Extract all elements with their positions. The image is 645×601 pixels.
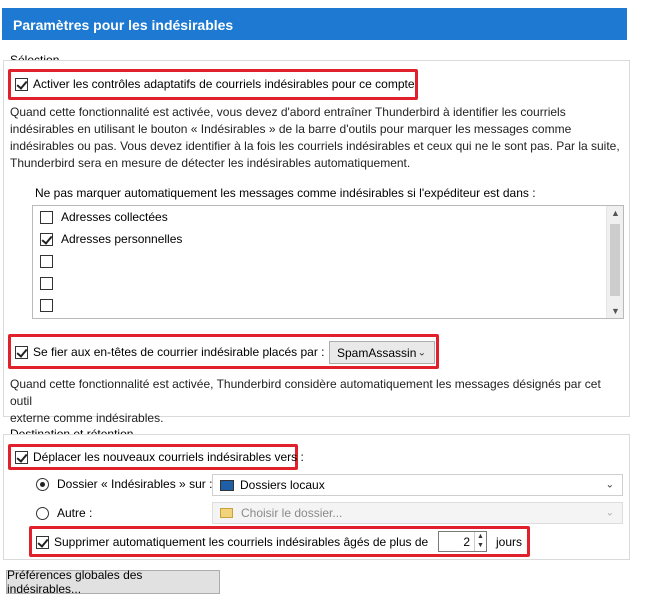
junk-folder-radio-label: Dossier « Indésirables » sur : [57, 477, 213, 491]
scrollbar-thumb[interactable] [610, 224, 620, 296]
whitelist-listbox[interactable] [32, 205, 624, 319]
delete-days-value[interactable]: 2 [463, 535, 470, 549]
list-item[interactable] [33, 206, 623, 228]
list-item-label: Adresses personnelles [61, 232, 183, 246]
other-folder-radio-row[interactable] [36, 506, 92, 520]
move-junk-label: Déplacer les nouveaux courriels indésirables vers : [33, 450, 304, 464]
trust-headers-row[interactable] [15, 345, 325, 359]
spinner-up-icon[interactable]: ▲ [477, 533, 484, 540]
adaptive-checkbox-row[interactable] [15, 77, 415, 91]
other-folder-radio-label: Autre : [57, 506, 93, 520]
trust-headers-checkbox[interactable] [15, 346, 28, 359]
description-line: indésirables ou pas. Vous devez identifier à la fois les courriels indésirables et ceux qui ne le sont pas. Par la suite, [10, 139, 620, 153]
description-line: externe comme indésirables. [10, 411, 164, 425]
chevron-down-icon: ⌄ [417, 347, 426, 358]
chevron-down-icon: ⌄ [605, 479, 614, 491]
panel-title: Paramètres pour les indésirables [2, 8, 627, 40]
auto-delete-label: Supprimer automatiquement les courriels indésirables âgés de plus de [54, 535, 429, 549]
delete-days-spinner[interactable] [438, 531, 487, 552]
adaptive-description [10, 104, 625, 172]
description-line: Quand cette fonctionnalité est activée, Thunderbird considère automatiquement les messages désignés par cet outil [10, 377, 601, 408]
description-line: Thunderbird sera en mesure de détecter les indésirables automatiquement. [10, 156, 411, 170]
auto-delete-row[interactable] [36, 535, 428, 549]
trust-headers-label: Se fier aux en-têtes de courrier indésirable placés par : [33, 345, 325, 359]
spam-filter-dropdown[interactable] [329, 341, 435, 364]
move-junk-checkbox[interactable] [15, 451, 28, 464]
computer-folder-icon [220, 480, 234, 491]
move-junk-row[interactable] [15, 450, 304, 464]
list-item[interactable] [33, 294, 623, 316]
other-folder-radio[interactable] [36, 507, 49, 520]
other-folder-placeholder: Choisir le dossier... [241, 506, 343, 520]
spinner-down-icon[interactable]: ▼ [477, 542, 484, 549]
list-item-checkbox[interactable] [40, 277, 53, 290]
other-folder-dropdown[interactable] [212, 502, 623, 524]
days-unit-label: jours [496, 535, 523, 549]
description-line: indésirables en utilisant le bouton « Indésirables » de la barre d'outils pour marquer les messages comme [10, 122, 572, 136]
auto-delete-checkbox[interactable] [36, 536, 49, 549]
adaptive-checkbox-label: Activer les contrôles adaptatifs de courriels indésirables pour ce compte [33, 77, 415, 91]
junk-folder-account-value: Dossiers locaux [240, 478, 325, 492]
description-line: Quand cette fonctionnalité est activée, vous devez d'abord entraîner Thunderbird à identifier les courriels [10, 105, 566, 119]
chevron-down-icon: ⌄ [605, 507, 614, 519]
junk-folder-radio-row[interactable] [36, 477, 212, 491]
folder-icon [220, 508, 233, 518]
junk-folder-radio[interactable] [36, 478, 49, 491]
scroll-up-icon[interactable]: ▲ [611, 208, 620, 218]
list-item-checkbox[interactable] [40, 255, 53, 268]
list-item-label: Adresses collectées [61, 210, 168, 224]
list-item[interactable] [33, 250, 623, 272]
list-item-checkbox[interactable] [40, 233, 53, 246]
trust-description [10, 376, 625, 427]
whitelist-label: Ne pas marquer automatiquement les messages comme indésirables si l'expéditeur est dans : [35, 186, 536, 200]
list-item-checkbox[interactable] [40, 299, 53, 312]
list-item-checkbox[interactable] [40, 211, 53, 224]
scroll-down-icon[interactable]: ▼ [611, 306, 620, 316]
adaptive-checkbox[interactable] [15, 78, 28, 91]
spinner-arrows[interactable] [474, 532, 486, 551]
global-junk-prefs-button[interactable]: Préférences globales des indésirables... [6, 570, 220, 594]
list-item[interactable] [33, 272, 623, 294]
list-item[interactable] [33, 228, 623, 250]
spam-filter-value: SpamAssassin [337, 345, 417, 360]
listbox-scrollbar[interactable] [606, 206, 623, 318]
junk-folder-account-dropdown[interactable] [212, 474, 623, 496]
